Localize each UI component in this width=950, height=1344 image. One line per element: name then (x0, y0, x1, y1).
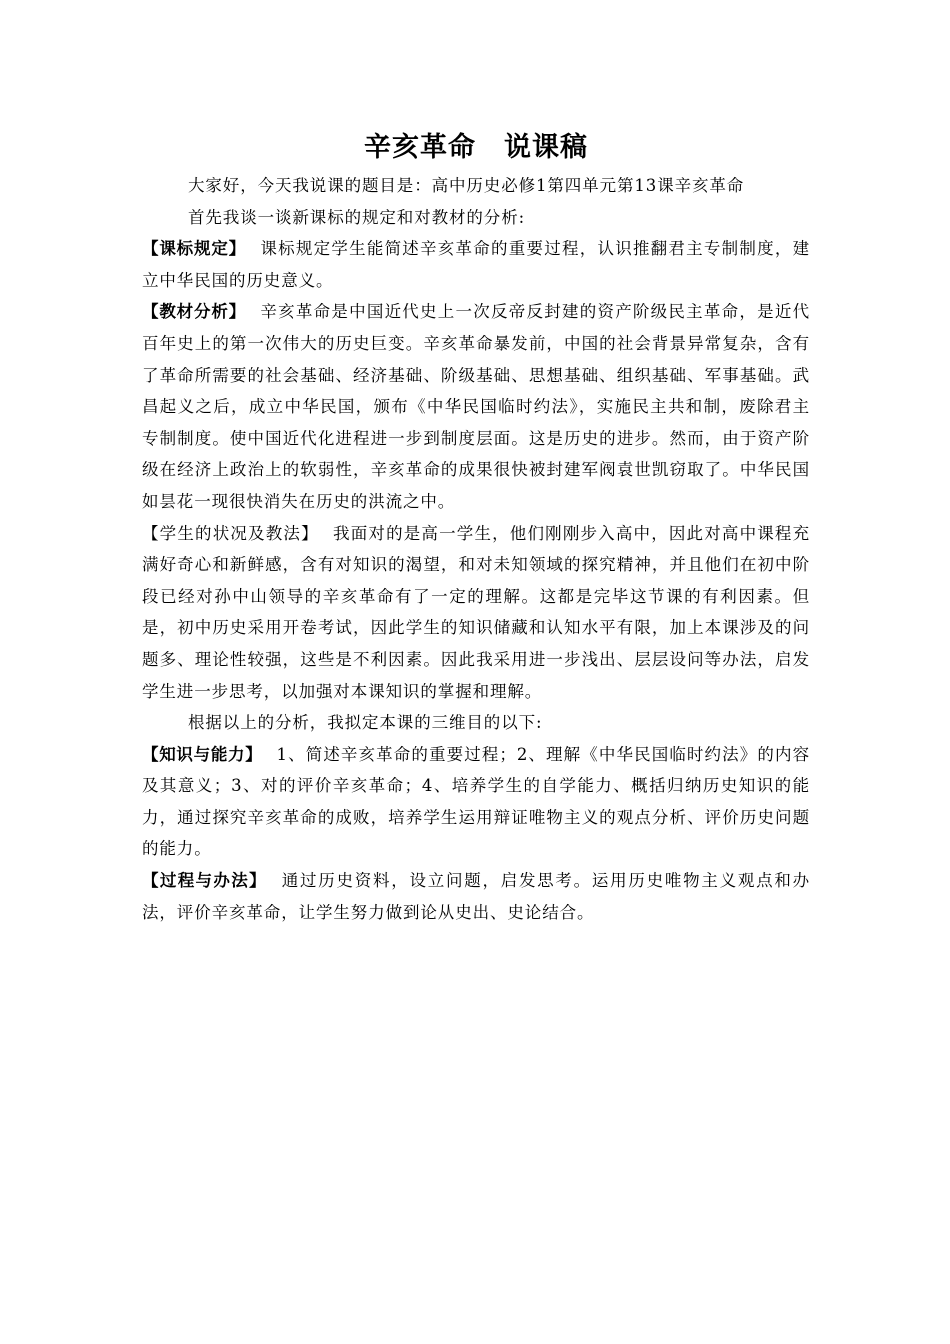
page-title (142, 128, 810, 168)
intro-text: 大家好，今天我说课的题目是：高中历史必修1第四单元第13课辛亥革命 (188, 176, 745, 195)
students-paragraph (142, 518, 810, 708)
students-label: 【学生的状况及教法】 (142, 523, 319, 543)
lead-in-text: 首先我谈一谈新课标的规定和对教材的分析: (188, 207, 526, 227)
students-text: 我面对的是高一学生，他们刚刚步入高中，因此对高中课程充满好奇心和新鲜感，含有对知识的渴望，和对未知领域的探究精神，并且他们在初中阶段已经对孙中山领导的辛亥革命有了一定的理解。这都是完毕这节课的有利因素。但是，初中历史采用开卷考试，因此学生的知识储藏和认知水平有限，加上本课涉及的问题多、理论性较强，这些是不利因素。因此我采用进一步浅出、层层设问等办法，启发学生进一步思考，以加强对本课知识的掌握和理解。 (142, 523, 810, 701)
lead-in-paragraph (142, 202, 810, 234)
curriculum-text: 课标规定学生能简述辛亥革命的重要过程，认识推翻君主专制制度，建立中华民国的历史意义。 (142, 239, 810, 290)
objectives-intro-paragraph (142, 707, 810, 739)
document-page (142, 128, 810, 928)
knowledge-label: 【知识与能力】 (142, 744, 263, 764)
title-part-2: 说课稿 (504, 132, 588, 163)
textbook-text: 辛亥革命是中国近代史上一次反帝反封建的资产阶级民主革命，是近代百年史上的第一次伟大的历史巨变。辛亥革命暴发前，中国的社会背景异常复杂，含有了革命所需要的社会基础、经济基础、阶级基础、思想基础、组织基础、军事基础。武昌起义之后，成立中华民国，颁布《中华民国临时约法》，实施民主共和制，废除君主专制制度。使中国近代化进程进一步到制度层面。这是历史的进步。然而，由于资产阶级在经济上政治上的软弱性，辛亥革命的成果很快被封建军阀袁世凯窃取了。中华民国如昙花一现很快消失在历史的洪流之中。 (142, 302, 810, 511)
curriculum-label: 【课标规定】 (142, 239, 247, 259)
knowledge-text: 1、简述辛亥革命的重要过程；2、理解《中华民国临时约法》的内容及其意义；3、对的评价辛亥革命；4、培养学生的自学能力、概括归纳历史知识的能力，通过探究辛亥革命的成败，培养学生运用辩证唯物主义的观点分析、评价历史问题的能力。 (142, 744, 810, 859)
textbook-paragraph (142, 296, 810, 517)
textbook-label: 【教材分析】 (142, 302, 247, 322)
process-paragraph (142, 865, 810, 928)
process-text: 通过历史资料，设立问题，启发思考。运用历史唯物主义观点和办法，评价辛亥革命，让学生努力做到论从史出、史论结合。 (142, 871, 811, 922)
knowledge-paragraph (142, 739, 810, 865)
curriculum-paragraph (142, 233, 810, 296)
title-part-1: 辛亥革命 (364, 132, 476, 163)
process-label: 【过程与办法】 (142, 871, 267, 891)
intro-paragraph (142, 170, 810, 202)
objectives-intro-text: 根据以上的分析，我拟定本课的三维目的以下: (188, 713, 543, 733)
